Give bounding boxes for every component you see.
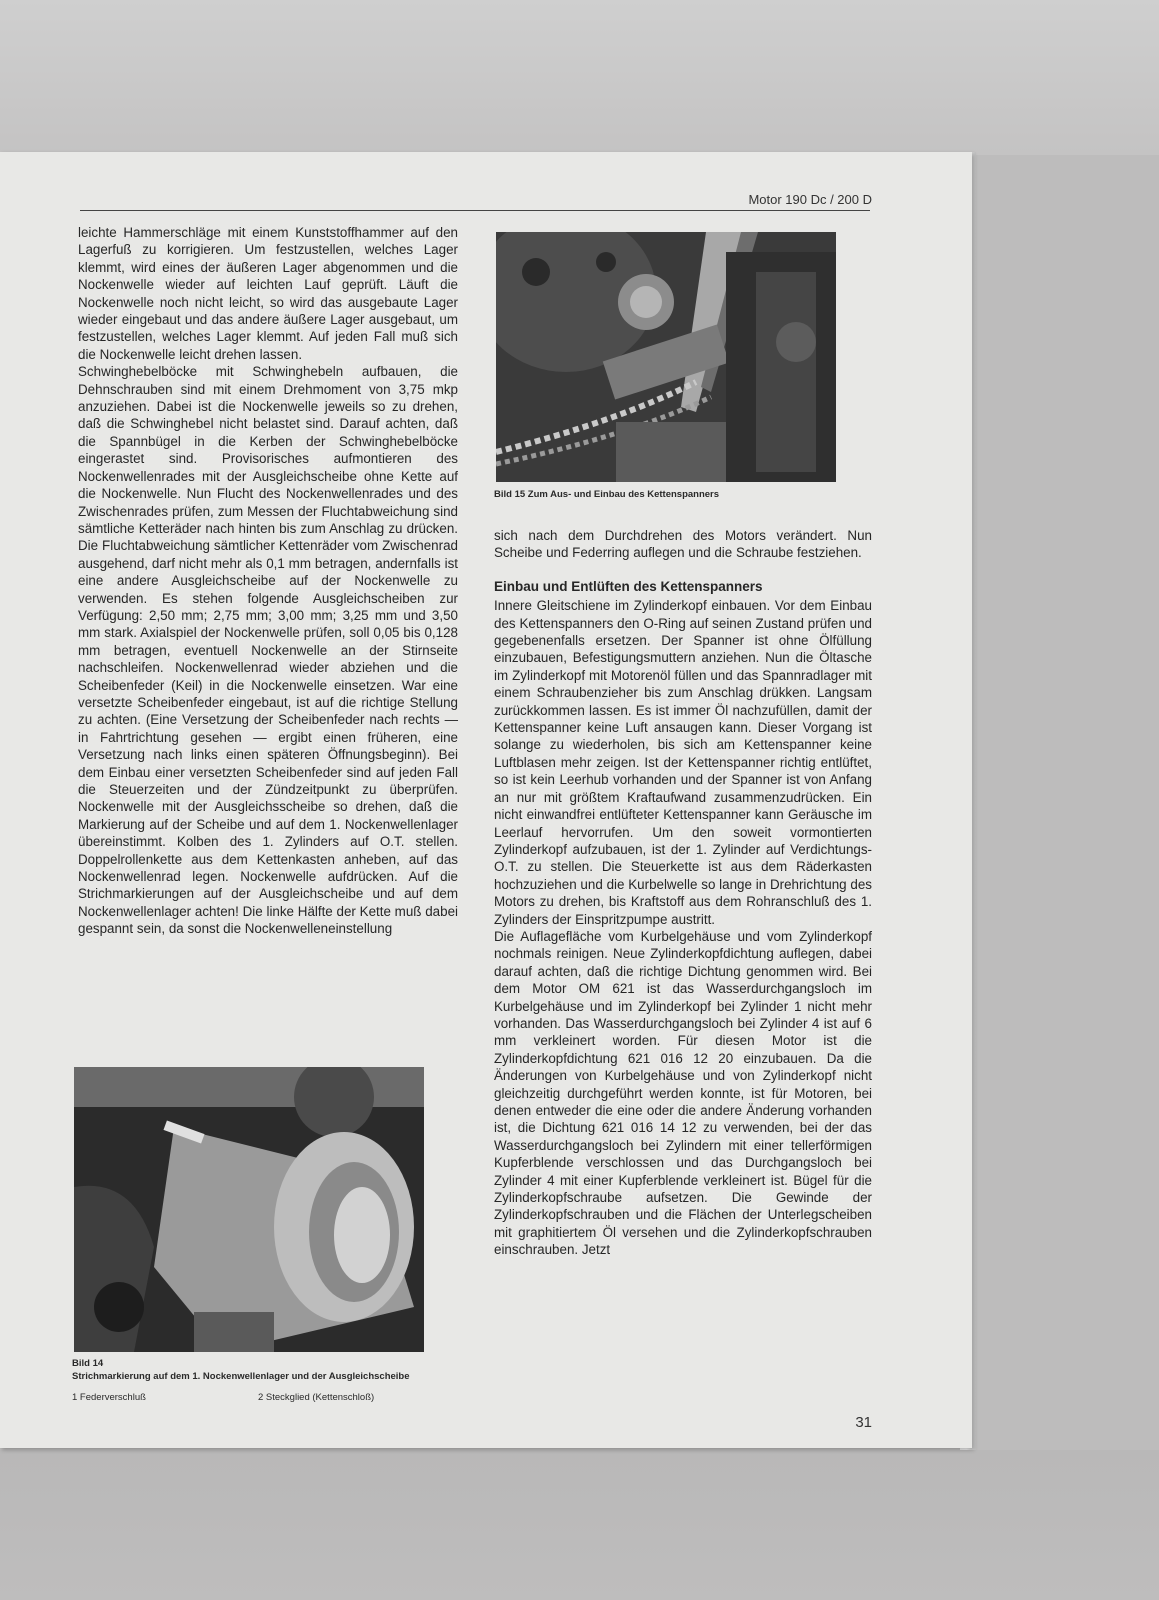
- paragraph: Die Auflagefläche vom Kurbelgehäuse und vom Zylinderkopf nochmals reinigen. Neue Zylinderkopfdichtung auflegen, dabei darauf achten, daß die richtige Dichtung genommen wird. Bei dem Motor OM 621 ist das Wasserdurchgangsloch im Kurbelgehäuse und im Zylinderkopf bei Zylinder 1 nicht mehr vorhanden. Das Wasserdurchgangsloch bei Zylinder 4 ist auf 6 mm verkleinert worden. Für diesen Motor ist die Zylinderkopfdichtung 621 016 12 20 einzubauen. Da die Änderungen von Kurbelgehäuse und von Zylinderkopf nicht gleichzeitig durchgeführt werden konnte, ist für Motoren, bei denen entweder die eine oder die andere Änderung vorhanden ist, die Dichtung 621 016 14 12 zu verwenden, bei der das Wasserdurchgangsloch bei Zylindern mit einer tellerförmigen Kupferblende verschlossen und das Durchgangsloch bei Zylinder 4 mit einer Kupferblende verkleinert ist. Bügel für die Zylinderkopfschraube aufsetzen. Die Gewinde der Zylinderkopfschrauben und die Flächen der Unterlegscheiben mit graphitiertem Öl versehen und die Zylinderkopfschrauben einschrauben. Jetzt: [494, 928, 872, 1258]
- paragraph: Innere Gleitschiene im Zylinderkopf einbauen. Vor dem Einbau des Kettenspanners den O-Ring auf seinen Zustand prüfen und gegebenenfalls ersetzen. Der Spanner ist ohne Ölfüllung einzubauen, Befestigungsmuttern anziehen. Nun die Öltasche im Zylinderkopf mit Motorenöl füllen und das Spannradlager mit einem Schraubenzieher bis zum Anschlag drükken. Langsam zurückkommen lassen. Es ist immer Öl nachzufüllen, damit der Kettenspanner keine Luft ansaugen kann. Dieser Vorgang ist solange zu wiederholen, bis sich am Kettenspanner keine Luftblasen mehr zeigen. Ist der Kettenspanner richtig entlüftet, so ist kein Leerhub vorhanden und der Spanner ist von Anfang an nur mit größtem Kraftaufwand zusammenzudrücken. Ein nicht einwandfrei entlüfteter Kettenspanner kann Geräusche im Leerlauf hervorrufen. Um den soweit vormontierten Zylinderkopf aufzubauen, ist der 1. Zylinder auf Verdichtungs-O.T. zu stellen. Die Steuerkette ist aus dem Räderkasten hochzuziehen und die Kurbelwelle so lange in Drehrichtung des Motors zu drehen, bis Kraftstoff aus dem Rohranschluß des 1. Zylinders der Einspritzpumpe austritt.: [494, 598, 872, 927]
- background-bottom: [0, 1450, 1159, 1600]
- paragraph: sich nach dem Durchdrehen des Motors verändert. Nun Scheibe und Federring auflegen und die Schraube festziehen.: [494, 528, 872, 561]
- figure-14-label: Bild 14: [72, 1358, 104, 1369]
- background-top: [0, 0, 1159, 155]
- book-page: [0, 152, 972, 1448]
- chain-tensioner-illustration: [496, 232, 836, 482]
- paragraph: leichte Hammerschläge mit einem Kunststoffhammer auf den Lagerfuß zu korrigieren. Um festzustellen, welches Lager klemmt, wird eines der äußeren Lager abgenommen und die Nockenwelle wieder auf leichten Lauf geprüft. Läuft die Nockenwelle noch nicht leicht, so wird das ausgebaute Lager wieder eingebaut und das andere äußere Lager ausgebaut, um festzustellen, welches Lager klemmt. Auf jeden Fall muß sich die Nockenwelle leicht drehen lassen.: [78, 225, 458, 362]
- right-column: [494, 527, 872, 1259]
- figure-14-photo: [74, 1067, 424, 1352]
- paragraph: Schwinghebelböcke mit Schwinghebeln aufbauen, die Dehnschrauben sind mit einem Drehmoment von 3,75 mkp anzuziehen. Dabei ist die Nockenwelle jeweils so zu drehen, daß die Schwinghebel nicht belastet sind. Darauf achten, daß die Spannbügel in die Kerben der Schwinghebelböcke eingerastet sind. Provisorisches aufmontieren des Nockenwellenrades mit der Ausgleichscheibe ohne Kette auf die Nockenwelle. Nun Flucht des Nockenwellenrades und des Zwischenrades prüfen, zum Messen der Fluchtabweichung sind sämtliche Ketteräder nach hinten bis zum Anschlag zu drücken. Die Fluchtabweichung sämtlicher Kettenräder vom Zwischenrad ausgehend, darf nicht mehr als 0,1 mm betragen, andernfalls ist eine andere Ausgleichscheibe auf der Nockenwelle zu verwenden. Es stehen folgende Ausgleichscheiben zur Verfügung: 2,50 mm; 2,75 mm; 3,00 mm; 3,25 mm und 3,50 mm stark. Axialspiel der Nockenwelle prüfen, soll 0,05 bis 0,128 mm betragen, eventuell Nockenwelle an der Stirnseite nachschleifen. Nockenwellenrad wieder abziehen und die Scheibenfeder (Keil) in die Nockenwelle einsetzen. War eine versetzte Scheibenfeder eingebaut, ist auf die richtige Stellung zu achten. (Eine Versetzung der Scheibenfeder nach rechts — in Fahrtrichtung gesehen — ergibt einen früheren, eine Versetzung nach links einen späteren Öffnungsbeginn). Bei dem Einbau einer versetzten Scheibenfeder sind auf jeden Fall die Steuerzeiten und der Zündzeitpunkt zu überprüfen. Nockenwelle mit der Ausgleichsscheibe so drehen, daß die Markierung auf der Scheibe und auf dem 1. Nockenwellenlager übereinstimmt. Kolben des 1. Zylinders auf O.T. stellen. Doppelrollenkette aus dem Kettenkasten anheben, auf das Nockenwellenrad legen. Nockenwelle aufdrücken. Auf die Strichmarkierungen auf der Ausgleichscheibe und auf dem Nockenwellenlager achten! Die linke Hälfte der Kette muß dabei gespannt sein, da sonst die Nockenwelleneinstellung: [78, 364, 458, 937]
- left-column: [78, 224, 458, 938]
- section-heading: Einbau und Entlüften des Kettenspanners: [494, 578, 763, 594]
- figure-15-caption: Bild 15 Zum Aus- und Einbau des Kettenspanners: [494, 489, 720, 500]
- figure-14-caption: [72, 1357, 472, 1383]
- camshaft-bearing-illustration: [74, 1067, 424, 1352]
- figure-14-legend-item: 1 Federverschluß: [72, 1392, 146, 1403]
- header-rule: [80, 210, 870, 211]
- figure-14-legend-item: 2 Steckglied (Kettenschloß): [258, 1392, 375, 1403]
- running-head: Motor 190 Dc / 200 D: [748, 192, 872, 207]
- page-number: 31: [855, 1414, 872, 1431]
- figure-14-caption-text: Strichmarkierung auf dem 1. Nockenwellenlager und der Ausgleichscheibe: [72, 1371, 410, 1382]
- figure-15-photo: [496, 232, 836, 482]
